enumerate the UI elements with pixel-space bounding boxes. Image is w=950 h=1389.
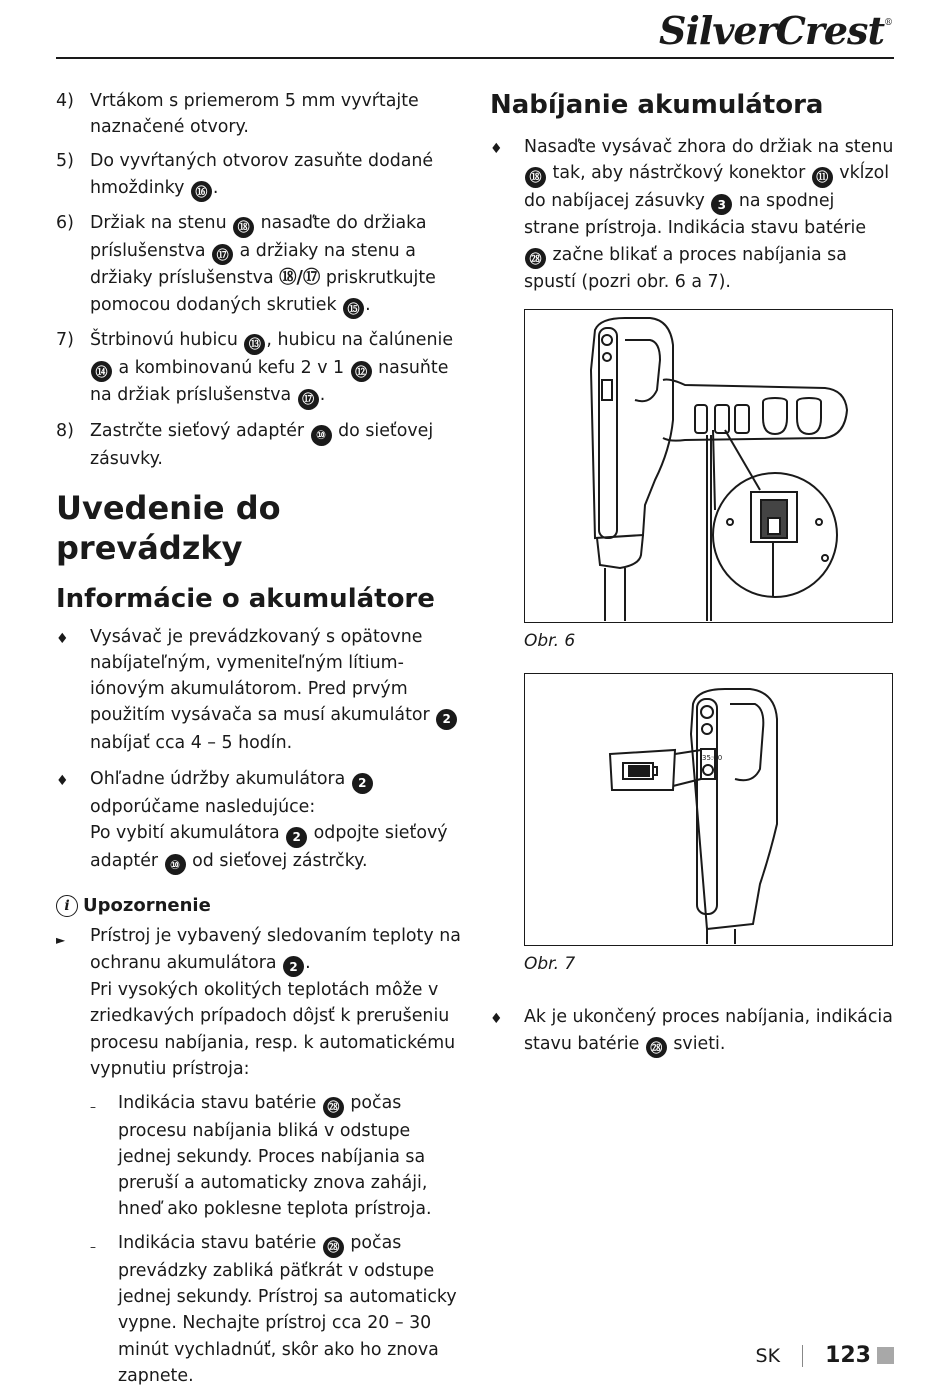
dash-bullet: – bbox=[90, 1240, 96, 1255]
part-ref-14: ⑭ bbox=[91, 361, 112, 382]
fig7-display-readout: 35:00 bbox=[702, 754, 723, 763]
diamond-bullet-icon: ♦ bbox=[56, 630, 69, 647]
step-number: 8) bbox=[56, 420, 74, 441]
footer-divider bbox=[802, 1345, 803, 1367]
brand-logo: SilverCrest® bbox=[659, 8, 892, 53]
language-code: SK bbox=[755, 1344, 781, 1367]
diamond-bullet-icon: ♦ bbox=[56, 773, 69, 790]
part-ref-2: 2 bbox=[283, 956, 304, 977]
figure-6-illustration bbox=[524, 309, 893, 623]
charging-bullet bbox=[490, 134, 894, 295]
step-6 bbox=[56, 210, 464, 319]
part-ref-2: 2 bbox=[352, 773, 373, 794]
part-ref-12: ⑫ bbox=[351, 361, 372, 382]
step-4 bbox=[56, 88, 464, 140]
part-ref-28: ㉘ bbox=[525, 248, 546, 269]
dash-bullet: – bbox=[90, 1099, 96, 1114]
part-ref-18: ⑱ bbox=[525, 167, 546, 188]
figure-7-illustration bbox=[524, 673, 893, 946]
step-text: Držiak na stenu ⑱ nasaďte do držiaka príslušenstva ⑰ a držiaky na stenu a držiaky príslušenstva ⑱/⑰ priskrutkujte pomocou dodaných skrutiek ⑮ . bbox=[90, 210, 464, 319]
right-column bbox=[490, 88, 894, 1068]
figure-7-caption: Obr. 7 bbox=[524, 954, 576, 975]
bullet-text: Ohľadne údržby akumulátora 2 odporúčame nasledujúce: Po vybití akumulátora 2 odpojte sieťový adaptér ⑩ od sieťovej zástrčky. bbox=[90, 766, 464, 875]
step-text: Do vyvŕtaných otvorov zasuňte dodané hmoždinky ⑯ . bbox=[90, 148, 464, 202]
step-number: 6) bbox=[56, 213, 74, 234]
bullet-text: Vysávač je prevádzkovaný s opätovne nabíjateľným, vymeniteľným lítium-iónovým akumulátorom. Pred prvým použitím vysávača sa musí akumulátor 2 nabíjať cca 4 – 5 hodín. bbox=[90, 624, 464, 756]
part-ref-17: ⑰ bbox=[298, 389, 319, 410]
maintenance-bullet bbox=[56, 766, 464, 875]
bullet-text: Nasaďte vysávač zhora do držiak na stenu ⑱ tak, aby nástrčkový konektor ⑪ vkĺzol do nabíjacej zásuvky 3 na spodnej strane prístroja. Indikácia stavu batérie ㉘ začne blikať a proces nabíjania sa spustí (pozri obr. 6 a 7). bbox=[524, 137, 894, 293]
step-number: 7) bbox=[56, 330, 74, 351]
note-dash-item: – Indikácia stavu batérie ㉘ počas procesu nabíjania bliká v odstupe jednej sekundy. Proces nabíjania sa preruší a automaticky znova zaháji, hneď ako poklesne teplota prístroja. bbox=[90, 1090, 464, 1222]
step-number: 5) bbox=[56, 151, 74, 172]
steps-list bbox=[56, 88, 464, 472]
part-ref-18-17: ⑱/⑰ bbox=[279, 268, 321, 289]
vacuum-wall-mount-illustration bbox=[525, 310, 891, 621]
note-title: Upozornenie bbox=[83, 895, 211, 917]
part-ref-11: ⑪ bbox=[812, 167, 833, 188]
diamond-bullet-icon: ♦ bbox=[490, 1011, 503, 1028]
step-text: Vrtákom s priemerom 5 mm vyvŕtajte naznačené otvory. bbox=[90, 91, 419, 138]
part-ref-17: ⑰ bbox=[212, 244, 233, 265]
charging-heading: Nabíjanie akumulátora bbox=[490, 90, 824, 120]
part-ref-28: ㉘ bbox=[323, 1237, 344, 1258]
subsection-heading: Informácie o akumulátore bbox=[56, 583, 435, 614]
part-ref-15: ⑮ bbox=[343, 298, 364, 319]
page-number: 123 bbox=[825, 1343, 871, 1368]
charging-complete-bullet bbox=[490, 1004, 894, 1058]
left-column bbox=[56, 88, 464, 1389]
note-dash-item: – Indikácia stavu batérie ㉘ počas prevádzky zabliká päťkrát v odstupe jednej sekundy. Prístroj sa automaticky vypne. Nechajte prístroj cca 20 – 30 minút vychladnúť, skôr ako ho znova zapnete. bbox=[90, 1230, 464, 1389]
part-ref-28: ㉘ bbox=[323, 1097, 344, 1118]
part-ref-10: ⑩ bbox=[311, 425, 332, 446]
vacuum-battery-indicator-illustration bbox=[525, 674, 891, 944]
page-footer bbox=[756, 1343, 894, 1368]
section-heading: Uvedenie do prevádzky bbox=[56, 488, 281, 567]
part-ref-16: ⑯ bbox=[191, 181, 212, 202]
part-ref-3: 3 bbox=[711, 194, 732, 215]
bullet-text: Ak je ukončený proces nabíjania, indikácia stavu batérie ㉘ svieti. bbox=[524, 1004, 894, 1058]
battery-info-bullet bbox=[56, 624, 464, 756]
part-ref-18: ⑱ bbox=[233, 217, 254, 238]
part-ref-2: 2 bbox=[286, 827, 307, 848]
arrow-bullet-icon: ► bbox=[56, 933, 66, 948]
part-ref-2: 2 bbox=[436, 709, 457, 730]
note-text: Pri vysokých okolitých teplotách môže v zriedkavých prípadoch dôjsť k prerušeniu procesu nabíjania, resp. k automatickému vypnutiu prístroja: bbox=[90, 980, 456, 1079]
note-heading bbox=[56, 893, 464, 919]
step-text: Zastrčte sieťový adaptér ⑩ do sieťovej zásuvky. bbox=[90, 420, 434, 469]
step-number: 4) bbox=[56, 91, 74, 111]
step-8 bbox=[56, 418, 464, 472]
part-ref-10: ⑩ bbox=[165, 854, 186, 875]
info-icon: i bbox=[56, 895, 78, 917]
step-5 bbox=[56, 148, 464, 202]
part-ref-28: ㉘ bbox=[646, 1037, 667, 1058]
figure-6-caption: Obr. 6 bbox=[524, 631, 576, 652]
part-ref-13: ⑬ bbox=[244, 334, 265, 355]
step-text: Štrbinovú hubicu ⑬ , hubicu na čalúnenie ⑭ a kombinovanú kefu 2 v 1 ⑫ nasuňte na držiak príslušenstva ⑰ . bbox=[90, 327, 464, 410]
step-7 bbox=[56, 327, 464, 410]
note-body: Prístroj je vybavený sledovaním teploty na ochranu akumulátora 2 . Pri vysokých okolitých teplotách môže v zriedkavých prípadoch dôjsť k prerušeniu procesu nabíjania, resp. k automatickému vypnutiu prístroja: – Indikácia stavu batérie ㉘ počas procesu nabíjania bliká v odstupe jednej sekundy. Proces nabíjania sa preruší a automaticky znova zaháji, hneď ako poklesne teplota prístroja. – Indikácia stavu batérie ㉘ počas prevádzky zabliká päťkrát v odstupe jednej sekundy. Prístroj sa automaticky vypne. Nechajte prístroj cca 20 – 30 minút vychladnúť, skôr ako ho znova zapnete. bbox=[90, 923, 464, 1389]
square-marker-icon bbox=[877, 1347, 894, 1364]
note-item bbox=[56, 923, 464, 1389]
header-rule bbox=[56, 57, 894, 59]
diamond-bullet-icon: ♦ bbox=[490, 141, 503, 157]
